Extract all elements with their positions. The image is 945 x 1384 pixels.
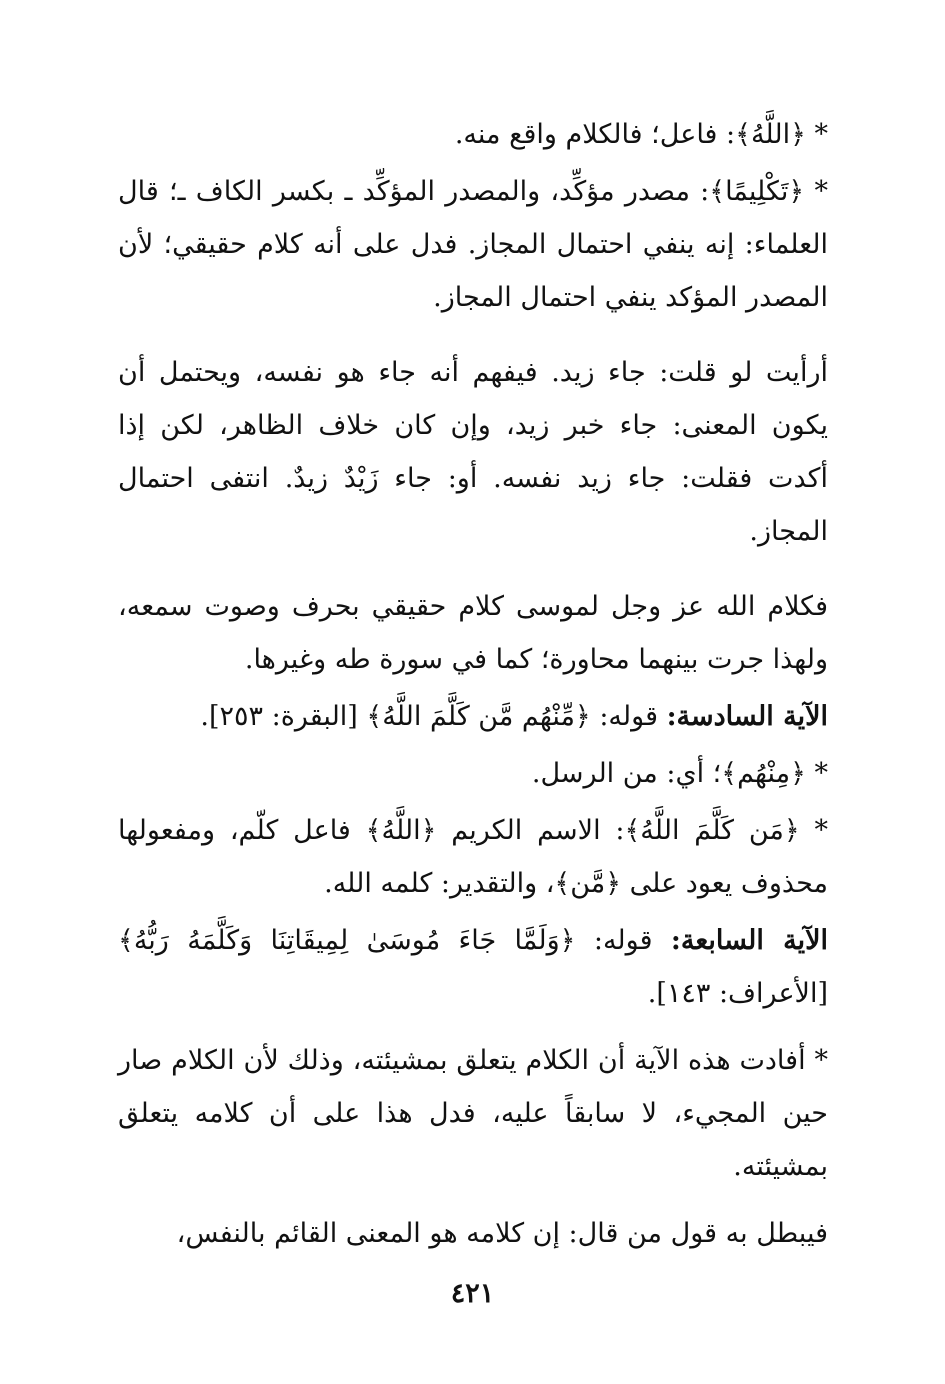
page-body: [118, 108, 828, 1260]
verse-seven: [118, 914, 828, 1020]
page-number: ٤٢١: [450, 1278, 495, 1309]
paragraph: فكلام الله عز وجل لموسى كلام حقيقي بحرف وصوت سمعه، ولهذا جرت بينهما محاورة؛ كما في سورة طه وغيرها.: [118, 591, 828, 675]
verse-seven-heading: الآية السابعة:: [670, 925, 828, 956]
paragraph: * ﴿اللَّهُ﴾: فاعل؛ فالكلام واقع منه.: [454, 119, 828, 150]
verse-six-heading: الآية السادسة:: [666, 701, 828, 732]
verse-six: [118, 690, 828, 743]
paragraph: أرأيت لو قلت: جاء زيد. فيفهم أنه جاء هو نفسه، ويحتمل أن يكون المعنى: جاء خبر زيد، وإن كان خلاف الظاهر، لكن إذا أكدت فقلت: جاء زيد نفسه. أو: جاء زَيْدٌ زيدٌ. انتفى احتمال المجاز.: [118, 357, 828, 547]
paragraph: * ﴿مَن كَلَّمَ اللَّهُ﴾: الاسم الكريم ﴿اللَّهُ﴾ فاعل كلّم، ومفعولها محذوف يعود على ﴿مَّن﴾، والتقدير: كلمه الله.: [118, 815, 828, 899]
verse-seven-text: قوله: ﴿وَلَمَّا جَاءَ مُوسَىٰ لِمِيقَاتِنَا وَكَلَّمَهُ رَبُّهُ﴾ [الأعراف: ١٤٣].: [118, 925, 828, 1009]
verse-six-text: قوله: ﴿مِّنْهُم مَّن كَلَّمَ اللَّهُ﴾ [البقرة: ٢٥٣].: [200, 701, 667, 732]
paragraph: فيبطل به قول من قال: إن كلامه هو المعنى القائم بالنفس،: [176, 1218, 828, 1249]
paragraph: * ﴿مِنْهُم﴾؛ أي: من الرسل.: [531, 758, 828, 789]
paragraph: * ﴿تَكْلِيمًا﴾: مصدر مؤكِّد، والمصدر المؤكِّد ـ بكسر الكاف ـ؛ قال العلماء: إنه ينفي احتمال المجاز. فدل على أنه كلام حقيقي؛ لأن المصدر المؤكد ينفي احتمال المجاز.: [118, 176, 828, 313]
paragraph: * أفادت هذه الآية أن الكلام يتعلق بمشيئته، وذلك لأن الكلام صار حين المجيء، لا سابقاً عليه، فدل هذا على أن كلامه يتعلق بمشيئته.: [118, 1045, 828, 1182]
